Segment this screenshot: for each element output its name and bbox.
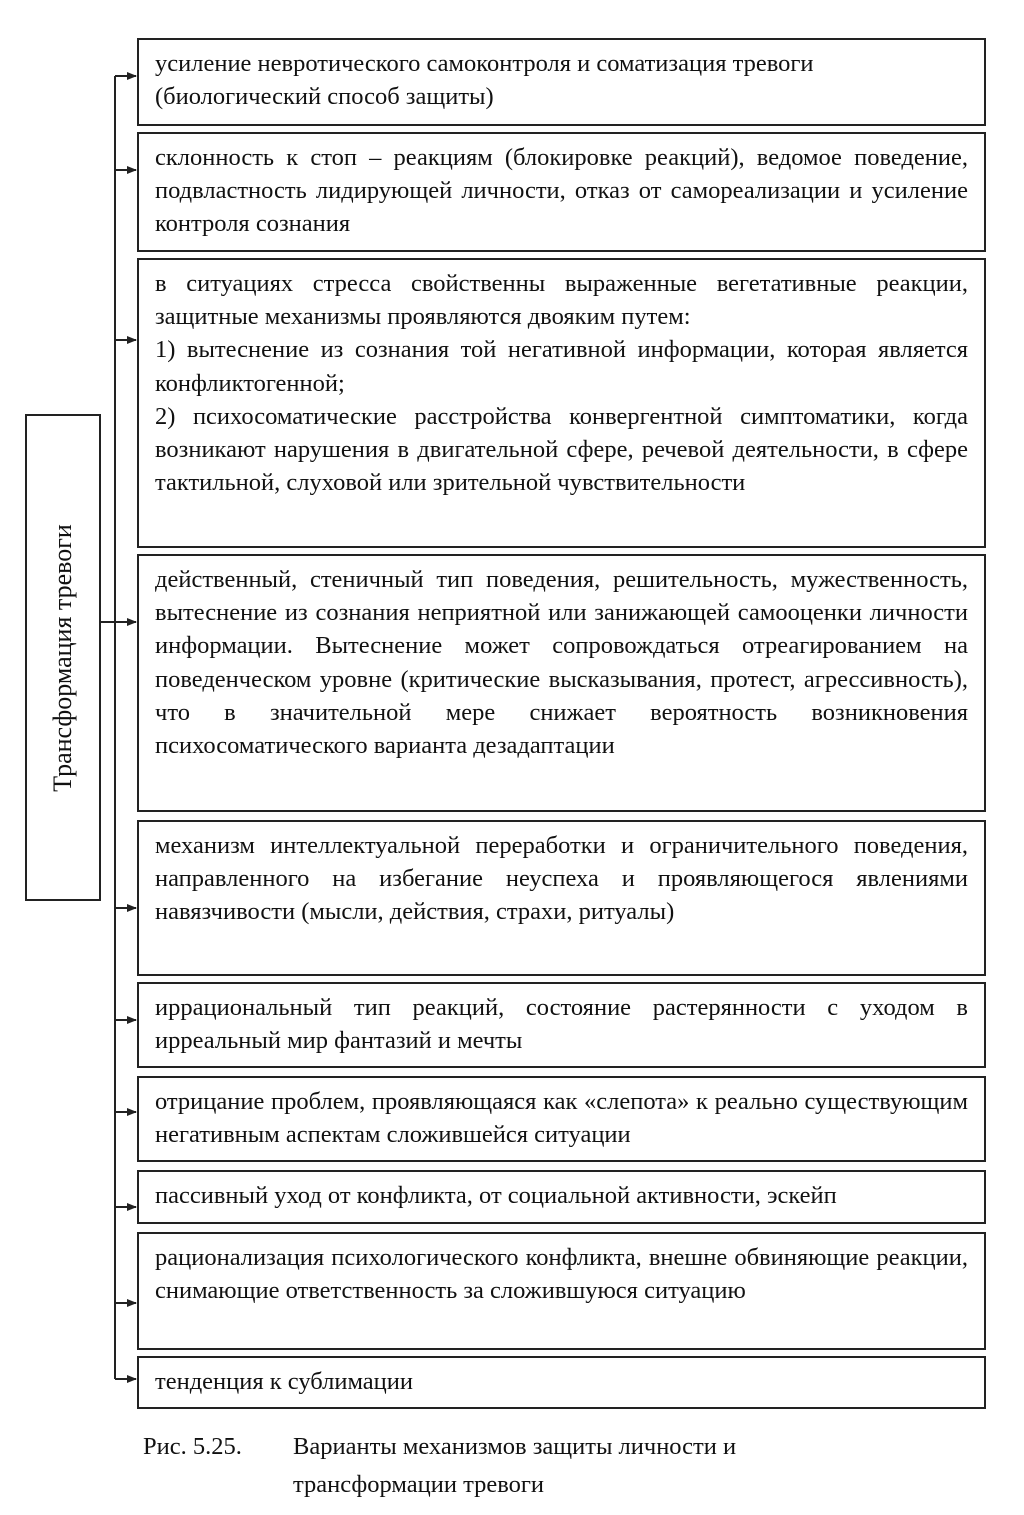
- root-node: [25, 414, 101, 901]
- mechanism-text-4: действенный, стеничный тип поведения, решительность, мужественность, вытеснение из сознания неприятной или занижающей самооценки личности информации. Вытеснение может сопровождаться отреагированием на поведенческом уровне (критические высказывания, протест, агрессивность), что в значительной мере снижает вероятность возникновения психосоматического варианта дезадаптации: [155, 566, 968, 760]
- mechanism-text-7: отрицание проблем, проявляющаяся как «слепота» к реально существующим негативным аспектам сложившейся ситуации: [155, 1088, 968, 1149]
- mechanism-text-10: тенденция к сублимации: [155, 1368, 414, 1395]
- mechanism-box-9: [137, 1232, 986, 1350]
- mechanism-box-2: [137, 132, 986, 252]
- root-label: Трансформация тревоги: [48, 523, 77, 792]
- caption-text: Варианты механизмов защиты личности и трансформации тревоги: [293, 1433, 737, 1498]
- mechanism-box-5: [137, 820, 986, 976]
- mechanism-text-2: склонность к стоп – реакциям (блокировке реакций), ведомое поведение, подвластность лидирующей личности, отказ от самореализации и усиление контроля сознания: [155, 144, 968, 238]
- mechanism-box-4: [137, 554, 986, 812]
- figure-caption: [143, 1428, 883, 1504]
- mechanism-text-9: рационализация психологического конфликта, внешне обвиняющие реакции, снимающие ответственность за сложившуюся ситуацию: [155, 1244, 968, 1305]
- mechanism-text-6: иррациональный тип реакций, состояние растерянности с уходом в ирреальный мир фантазий и мечты: [155, 994, 968, 1055]
- mechanism-box-1: [137, 38, 986, 126]
- mechanism-text-1: усиление невротического самоконтроля и соматизация тревоги (биологический способ защиты): [155, 50, 814, 111]
- caption-label: Рис. 5.25.: [143, 1433, 242, 1460]
- mechanism-box-6: [137, 982, 986, 1068]
- mechanism-text-5: механизм интеллектуальной переработки и ограничительного поведения, направленного на избегание неуспеха и проявляющегося явлениями навязчивости (мысли, действия, страхи, ритуалы): [155, 832, 968, 926]
- mechanism-text-8: пассивный уход от конфликта, от социальной активности, эскейп: [155, 1182, 837, 1209]
- mechanism-box-8: [137, 1170, 986, 1224]
- mechanism-box-7: [137, 1076, 986, 1162]
- mechanism-box-3: [137, 258, 986, 548]
- mechanism-box-10: [137, 1356, 986, 1409]
- mechanism-text-3: в ситуациях стресса свойственны выраженные вегетативные реакции, защитные механизмы проявляются двояким путем: 1) вытеснение из сознания той негативной информации, которая является конфликтогенной; 2) психосоматические расстройства конвергентной симптоматики, когда возникают нарушения в двигательной сфере, речевой деятельности, в сфере тактильной, слуховой или зрительной чувствительности: [155, 270, 968, 497]
